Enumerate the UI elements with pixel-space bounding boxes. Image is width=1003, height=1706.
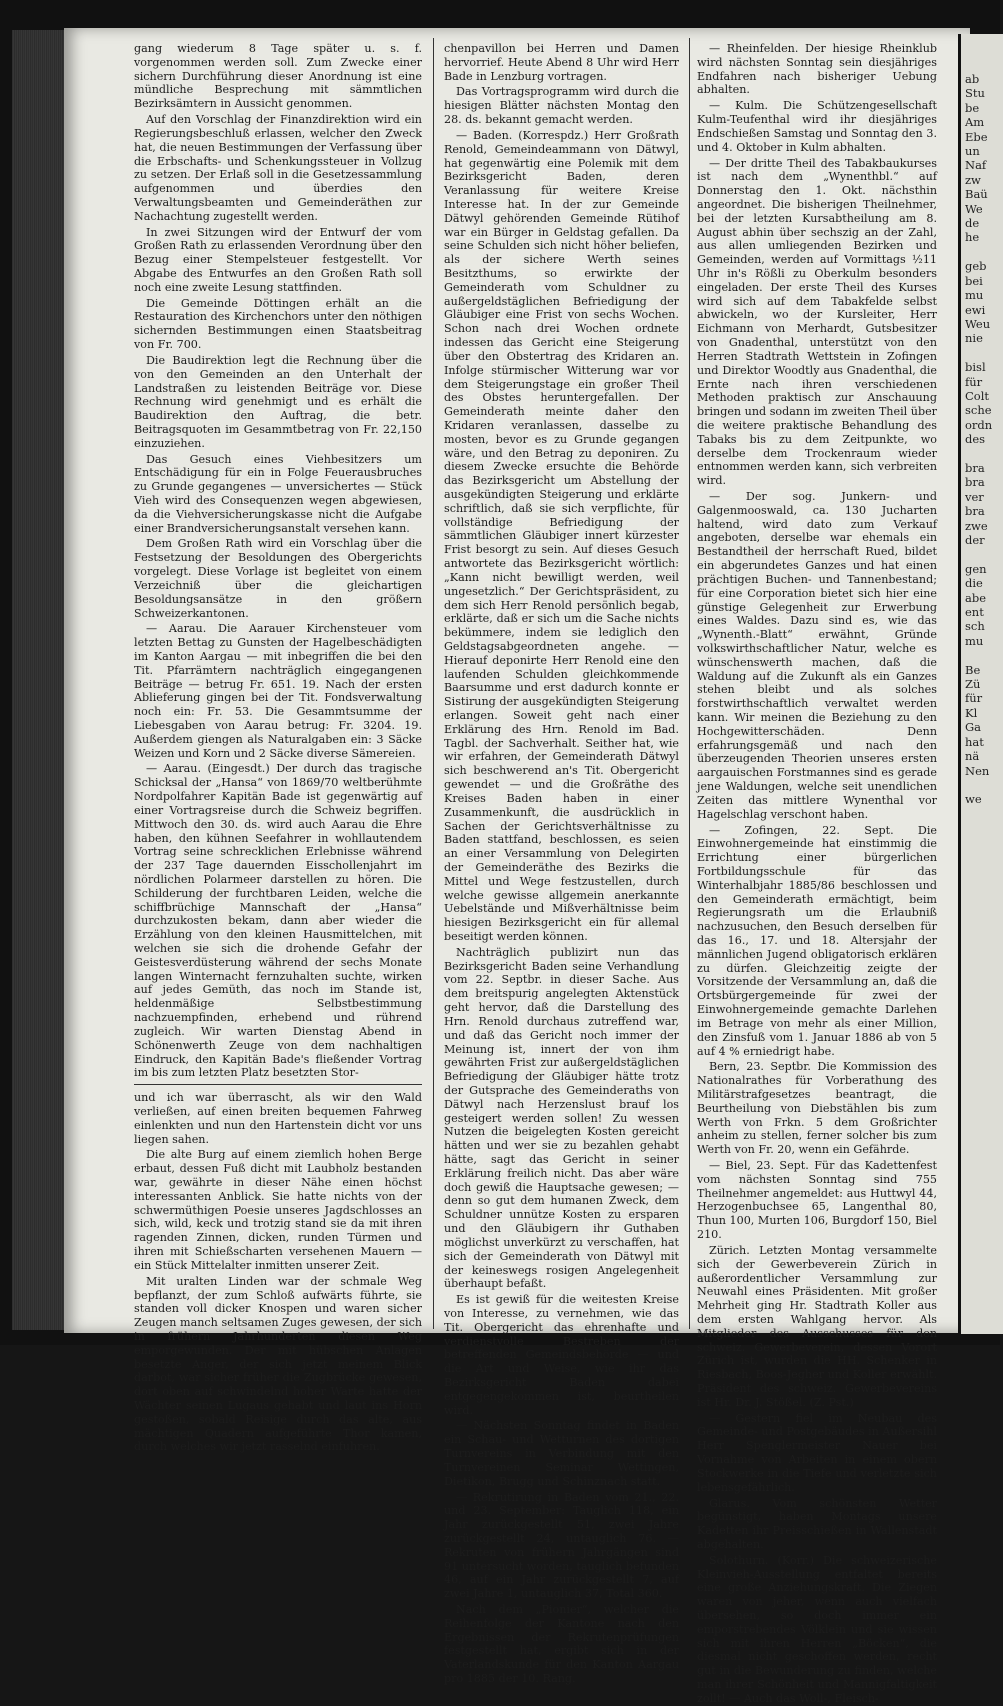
book-edge-left (12, 30, 64, 1330)
paragraph: Solothurn. (Korr.) Die schweizerische Kleinvieh-Ausstellung entfaltet bereits eine große Anziehungskraft. Die Ziegen waren von jeher, wenn auch vielfach übersehen, so doch immer ein emporstrebendes Völklein und sie wissen sich mit ihren Herren „Böcken“, die diesmal nicht geschoffen werden, recht gut in die Bewunderung zu finden, welche man ihrer Schönheit und Mannigfaltigkeit zollt! — Auch das Woll-, Fleisch- (697, 1553, 937, 1705)
paragraph: Glarus. Vom schönsten Wetter begünstigt, haben Montags unsere Kadetten ihr Preisschießen in Wallenstadt abgehalten. (697, 1496, 937, 1551)
paragraph: — Nächsten Sonntag findet in Baden ein Schau- und Wetturnen des dortigen Turnvereins in Verbindung mit den Turnvereinen Seminar Wettingen, Dietikon, Brugg und Schinznach statt. (444, 1419, 679, 1488)
paragraph: — Der sog. Junkern- und Galgenmooswald, ca. 130 Jucharten haltend, wird dato zum Verkauf angeboten, derselbe war ehemals ein Bestandtheil der herrschaft Rued, bildet ein abgerundetes Ganzes und hat einen prächtigen Buchen- und Tannenbestand; für eine Corporation bietet sich hier eine günstige Gelegenheit zur Erwerbung eines Waldes. Dazu sind es, wie das „Wynenth.-Blatt“ erwähnt, Gründe volkswirthschaftlicher Natur, welche es wünschenswerth machen, daß die Waldung auf die Zukunft als ein Ganzes stehen bleibt und als solches forstwirthschaftlich verwaltet werden kann. Wir meinen die Beziehung zu den Hochgewitterschäden. Denn erfahrungsgemäß und nach den überzeugenden Theorien unseres ersten aargauischen Forstmannes sind es gerade jene Waldungen, welche seit unendlichen Zeiten das mittlere Wynenthal vor Hagelschlag verschont haben. (697, 490, 937, 821)
paragraph: — Der dritte Theil des Tabakbaukurses ist nach dem „Wynenthbl.“ auf Donnerstag den 1. Okt. nächsthin angeordnet. Die bisherigen Theilnehmer, bei der letzten Kursabtheilung am 8. August abhin über sechszig an der Zahl, aus allen umliegenden Bezirken und Gemeinden, werden auf Vormittags ½11 Uhr in's Rößli zu Oberkulm besonders eingeladen. Der erste Theil des Kurses wird sich auf dem Tabakfelde selbst abwickeln, wo der Kursleiter, Herr Eichmann von Merhardt, Gutsbesitzer von Gnadenthal, unterstützt von den Herren Stadtrath Wettstein in Zofingen und Direktor Woodtly aus Gnadenthal, die Ernte nach ihren verschiedenen Methoden praktisch zur Anschauung bringen und sodann im zweiten Theil über die weitere praktische Behandlung des Tabaks bis zu dem Zeitpunkte, wo derselbe dem Trockenraum wieder entnommen werden kann, sich verbreiten wird. (697, 156, 937, 488)
paragraph: Nach dem „Pionier“, welcher die Reihenfolge der Kantone nach den Ergebnissen der Rekrutenprüfungen festgestellt hat, ergibt sich in der Vaterlandskunde für den Kanton Aargau pro 1885 der 10. Rang. (444, 1603, 679, 1686)
paragraph: — Rekrutirung in Baden vom 21., 22. und 23. September: Tauglich 118, ein Jahr zurückgestellt 51, zwei Jahre zurückgestellt 24, untauglich 76. — Rekruten von frühern Jahrgängen sind 91 untersucht worden, tauglich befunden 46, auf ein Jahr zurückgestellt 7, auf zwei Jahre 1, untauglich 37, Total 360. (444, 1490, 679, 1601)
paragraph: In zwei Sitzungen wird der Entwurf der vom Großen Rath zu erlassenden Verordnung über den Bezug einer Stempelsteuer festgestellt. Vor Abgabe des Entwurfes an den Großen Rath soll noch eine zweite Lesung stattfinden. (134, 225, 422, 294)
feuilleton-paragraph: und ich war überrascht, als wir den Wald verließen, auf einen breiten bequemen Fahrweg einlenkten und nun den Hartenstein dicht vor uns liegen sahen. (134, 1091, 422, 1146)
feuilleton-paragraph: Mit uralten Linden war der schmale Weg bepflanzt, der zum Schloß aufwärts führte, sie standen voll dicker Knospen und waren sicher Zeugen manch seltsamen Zuges gewesen, der sich in frühern Jahrhunderten diesen Weg emporgewunden. Der mit hübschen Anlagen besetzte Anger, der sich jetzt meinem Blick darbot, war sicher früher die Zugbrücke gewesen, dort oben auf schwindelnd hoher Warte hatte der Wächter seinen Lugaus gehabt und laut ins Horn gestoßen, sobald Reisige durch das alte, aus mächtigen Quadern aufgeführte Thor kamen, durch welches wir jetzt rasselnd einfuhren. (134, 1274, 422, 1454)
paragraph: Das Vortragsprogramm wird durch die hiesigen Blätter nächsten Montag den 28. ds. bekannt gemacht werden. (444, 85, 679, 127)
feuilleton-paragraph: Die alte Burg auf einem ziemlich hohen Berge erbaut, dessen Fuß dicht mit Laubholz bestanden war, gewährte in dieser Nähe einen höchst interessanten Anblick. Sie hatte nichts von der schwermüthigen Poesie unseres Jagdschlosses an sich, wild, keck und trotzig stand sie da mit ihren ragenden Zinnen, dicken, runden Türmen und ihren mit Schießscharten versehenen Mauern — ein Stück Mittelalter inmitten unserer Zeit. (134, 1148, 422, 1272)
paragraph: Auf den Vorschlag der Finanzdirektion wird ein Regierungsbeschluß erlassen, welcher den Zweck hat, die neuen Bestimmungen der Verfassung über die Erbschafts- und Schenkungssteuer in Vollzug zu setzen. Der Erlaß soll in die Gesetzessammlung aufgenommen und überdies den Verwaltungsbeamten und Gemeinderäthen zur Nachachtung zugestellt werden. (134, 113, 422, 223)
paragraph: Die Baudirektion legt die Rechnung über die von den Gemeinden an den Unterhalt der Landstraßen zu leistenden Beiträge vor. Diese Rechnung wird genehmigt und es erhält die Baudirektion den Auftrag, die betr. Beitragsquoten im Gesammtbetrag von Fr. 22,150 einzuziehen. (134, 353, 422, 450)
paragraph: — Aarau. (Eingesdt.) Der durch das tragische Schicksal der „Hansa“ von 1869/70 weltberühmte Nordpolfahrer Kapitän Bade ist gegenwärtig auf einer Vortragsreise durch die Schweiz begriffen. Mittwoch den 30. ds. wird auch Aarau die Ehre haben, den kühnen Seefahrer in wohllautendem Vortrag seine schrecklichen Erlebnisse während der 237 Tage dauernden Eisschollenjahrt im nördlichen Polarmeer darstellen zu hören. Die Schilderung der furchtbaren Leiden, welche die schiffbrüchige Mannschaft der „Hansa“ durchzukosten bekam, dann aber wieder die Erzählung von den kleinen Hausmittelchen, mit welchen sie sich die drohende Gefahr der Geistesverdüsterung während der sechs Monate langen Winternacht fernzuhalten suchte, wirken auf jedes Gemüth, das noch im Stande ist, heldenmäßige Selbstbestimmung nachzuempfinden, erhebend und rührend zugleich. Wir warten Dienstag Abend in Schönenwerth Zeuge von dem nachhaltigen Eindruck, den Kapitän Bade's fließender Vortrag im bis zum letzten Platz besetzten Stor- (134, 762, 422, 1080)
paragraph: Bern, 23. Septbr. Die Kommission des Nationalrathes für Vorberathung des Militärstrafgesetzes beantragt, die Beurtheilung von Diebstählen bis zum Werth von Frkn. 5 dem Großrichter anheim zu stellen, ferner solcher bis zum Werth von Fr. 20, wenn ein Gefährde. (697, 1060, 937, 1157)
column-right (697, 42, 937, 1705)
column-left (134, 42, 422, 1454)
paragraph: chenpavillon bei Herren und Damen hervorrief. Heute Abend 8 Uhr wird Herr Bade in Lenzburg vortragen. (444, 42, 679, 83)
column-rule-1 (433, 38, 434, 1329)
paragraph: — Kulm. Die Schützengesellschaft Kulm-Teufenthal wird ihr diesjähriges Endschießen Samstag und Sonntag den 3. und 4. Oktober in Kulm abhalten. (697, 99, 937, 154)
paragraph: Zürich. Letzten Montag versammelte sich der Gewerbeverein Zürich in außerordentlicher Versammlung zur Neuwahl eines Präsidenten. Mit großer Mehrheit ging Hr. Stadtrath Koller aus dem ersten Wahlgang hervor. Als Mitglieder des Ausschusses für den schweiz. Gewerbeverein, dessen Vorort Zürich ist, wurden die HH. Schenker in Riesbach, Boos-Jegher und Koller erwählt. Präsident des schweiz. Gewerbevereins ist Hr. Dr. J. Stößel. (Z. Pst.) (697, 1243, 937, 1409)
paragraph: — Gestern fiel im Neubau des Gemeinde- und Postgebäudes in Außersihl Herr Spenglermeister Nauer bei Vornahme von Arbeiten in einem obern Stockwerke in die Tiefe und verletzte sich lebensgefährlich. (697, 1411, 937, 1494)
paragraph: Es ist gewiß für die weitesten Kreise von Interesse, zu vernehmen, wie das Tit. Obergericht das ehrenhafte und verdienstvolle Bestreben der betreffenden Gemeindsbehörde — und die Art und Weise, wie ihr das Bezirksgericht Baden dabei entgegengekommen ist, beurtheilen wird. (444, 1293, 679, 1417)
next-page-fragment: ab Stu be Am Ebe un Naf zw Baü We de he geb bei mu ewi Weu nie bisl für Colt sche ordn des bra bra ver bra zwe der gen die abe ent sch mu Be Zü für Kl Ga hat nä Nen we (965, 72, 993, 807)
paragraph: — Rheinfelden. Der hiesige Rheinklub wird nächsten Sonntag sein diesjähriges Endfahren nach bisheriger Uebung abhalten. (697, 42, 937, 97)
paragraph: Nachträglich publizirt nun das Bezirksgericht Baden seine Verhandlung vom 22. Septbr. in dieser Sache. Aus dem breitspurig angelegten Aktenstück geht hervor, daß die Darstellung des Hrn. Renold durchaus zutreffend war, und daß das Gericht noch immer der Meinung ist, innert der von ihm gewährten Frist zur außergeldstäglichen Befriedigung der Gläubiger hätte trotz der Gutsprache des Gemeinderaths von Dätwyl nach Herzenslust brauf los gesteigert werden sollen! Zu wessen Nutzen die beigelegten Kosten gereicht hätten und wer sie zu bezahlen gehabt hätte, sagt das Gericht in seiner Erklärung freilich nicht. Das aber wäre doch gewiß die Hauptsache gewesen; — denn so gut dem humanen Zweck, dem Schuldner unnütze Kosten zu ersparen und den Gläubigern ihr Guthaben möglichst unverkürzt zu verschaffen, hat sich der Gemeinderath von Dätwyl mit der keineswegs rosigen Angelegenheit überhaupt befaßt. (444, 945, 679, 1291)
paragraph: — Biel, 23. Sept. Für das Kadettenfest vom nächsten Sonntag sind 755 Theilnehmer angemeldet: aus Huttwyl 44, Herzogenbuchsee 65, Langenthal 80, Thun 100, Murten 106, Burgdorf 150, Biel 210. (697, 1159, 937, 1242)
paragraph: Dem Großen Rath wird ein Vorschlag über die Festsetzung der Besoldungen des Obergerichts vorgelegt. Diese Vorlage ist begleitet von einem Verzeichniß über die gleichartigen Besoldungsansätze in den größern Schweizerkantonen. (134, 537, 422, 620)
column-middle (444, 42, 679, 1686)
paragraph: — Baden. (Korrespdz.) Herr Großrath Renold, Gemeindeammann von Dätwyl, hat gegenwärtig eine Polemik mit dem Bezirksgericht Baden, deren Veranlassung für weitere Kreise Interesse hat. In der zur Gemeinde Dätwyl gehörenden Gemeinde Rütihof war ein Bürger in Geldstag gefallen. Da seine Schulden sich nicht höher beliefen, als der sichere Werth seines Besitzthums, so erwirkte der Gemeinderath vom Schuldner zu außergeldstäglichen Befriedigung der Gläubiger eine Frist von sechs Wochen. Schon nach drei Wochen ordnete indessen das Gericht eine Steigerung über den Obstertrag des Kridaren an. Infolge stürmischer Witterung war vor dem Steigerungstage ein großer Theil des Obstes heruntergefallen. Der Gemeinderath meinte daher den Kridaren veranlassen, dasselbe zu mosten, bevor es zu Grunde gegangen wäre, und den Betrag zu deponiren. Zu diesem Zwecke ersuchte die Behörde das Bezirksgericht um Abstellung der ausgekündigten Steigerung und erklärte schriftlich, daß sie sich verpflichte, für vollständige Befriedigung der sämmtlichen Gläubiger innert kürzester Frist besorgt zu sein. Auf dieses Gesuch antwortete das Bezirksgericht wörtlich: „Kann nicht bewilligt werden, weil ungesetzlich.“ Der Gerichtspräsident, zu dem sich Herr Renold persönlich begab, erklärte, daß er sich um die Sache nichts bekümmere, indem sie lediglich den Geldstagsabgeordneten angehe. — Hierauf deponirte Herr Renold eine den laufenden Schulden gleichkommende Baarsumme und erst dadurch konnte er Sistirung der ausgekündigten Steigerung erlangen. Soweit geht nach einer Erklärung des Hrn. Renold im Bad. Tagbl. der Sachverhalt. Seither hat, wie wir erfahren, der Gemeinderath Dätwyl sich beschwerend an's Tit. Obergericht gewendet — und die Großräthe des Kreises Baden haben in einer Zusammenkunft, die ausdrücklich in Sachen der Gerichtsverhältnisse zu Baden stattfand, beschlossen, es seien an einer Versammlung von Delegirten der Gemeinderäthe des Bezirks die Mittel und Wege festzustellen, durch welche gewisse allgemein anerkannte Uebelstände und Mißverhältnisse beim hiesigen Bezirksgericht ein für allemal beseitigt werden können. (444, 128, 679, 943)
column-rule-2 (689, 38, 690, 1329)
paragraph: Die Gemeinde Döttingen erhält an die Restauration des Kirchenchors unter den nöthigen sichernden Bestimmungen einen Staatsbeitrag von Fr. 700. (134, 296, 422, 352)
paragraph: Das Gesuch eines Viehbesitzers um Entschädigung für ein in Folge Feuerausbruches zu Grunde gegangenes — unversichertes — Stück Vieh wird des Consequenzen wegen abgewiesen, da die Viehversicherungskasse nicht die Aufgabe einer Brandversicherungsanstalt versehen kann. (134, 452, 422, 535)
feuilleton-divider (134, 1084, 422, 1085)
next-page-edge (958, 34, 1003, 1334)
paragraph: gang wiederum 8 Tage später u. s. f. vorgenommen werden soll. Zum Zwecke einer sichern Durchführung dieser Anordnung ist eine mündliche Besprechung mit sämmtlichen Bezirksämtern in Aussicht genommen. (134, 42, 422, 111)
paragraph: — Zofingen, 22. Sept. Die Einwohnergemeinde hat einstimmig die Errichtung einer bürgerlichen Fortbildungsschule für das Winterhalbjahr 1885/86 beschlossen und den Gemeinderath ermächtigt, beim Regierungsrath um die Erlaubniß nachzusuchen, den Besuch derselben für das 16., 17. und 18. Altersjahr der männlichen Jugend obligatorisch erklären zu dürfen. Gleichzeitig zeigte der Vorsitzende der Versammlung an, daß die Ortsbürgergemeinde für zwei der Einwohnergemeinde gemachte Darlehen im Betrage von mehr als einer Million, den Zinsfuß vom 1. Januar 1886 ab von 5 auf 4 % erniedrigt habe. (697, 823, 937, 1058)
paragraph: — Aarau. Die Aarauer Kirchensteuer vom letzten Bettag zu Gunsten der Hagelbeschädigten im Kanton Aargau — mit inbegriffen die bei den Tit. Pfarrämtern nachträglich eingegangenen Beiträge — betrug Fr. 651. 19. Nach der ersten Ablieferung gingen bei der Tit. Fondsverwaltung noch ein: Fr. 53. Die Gesammtsumme der Liebesgaben von Aarau betrug: Fr. 3204. 19. Außerdem giengen als Naturalgaben ein: 3 Säcke Weizen und Korn und 2 Säcke diverse Sämereien. (134, 622, 422, 760)
